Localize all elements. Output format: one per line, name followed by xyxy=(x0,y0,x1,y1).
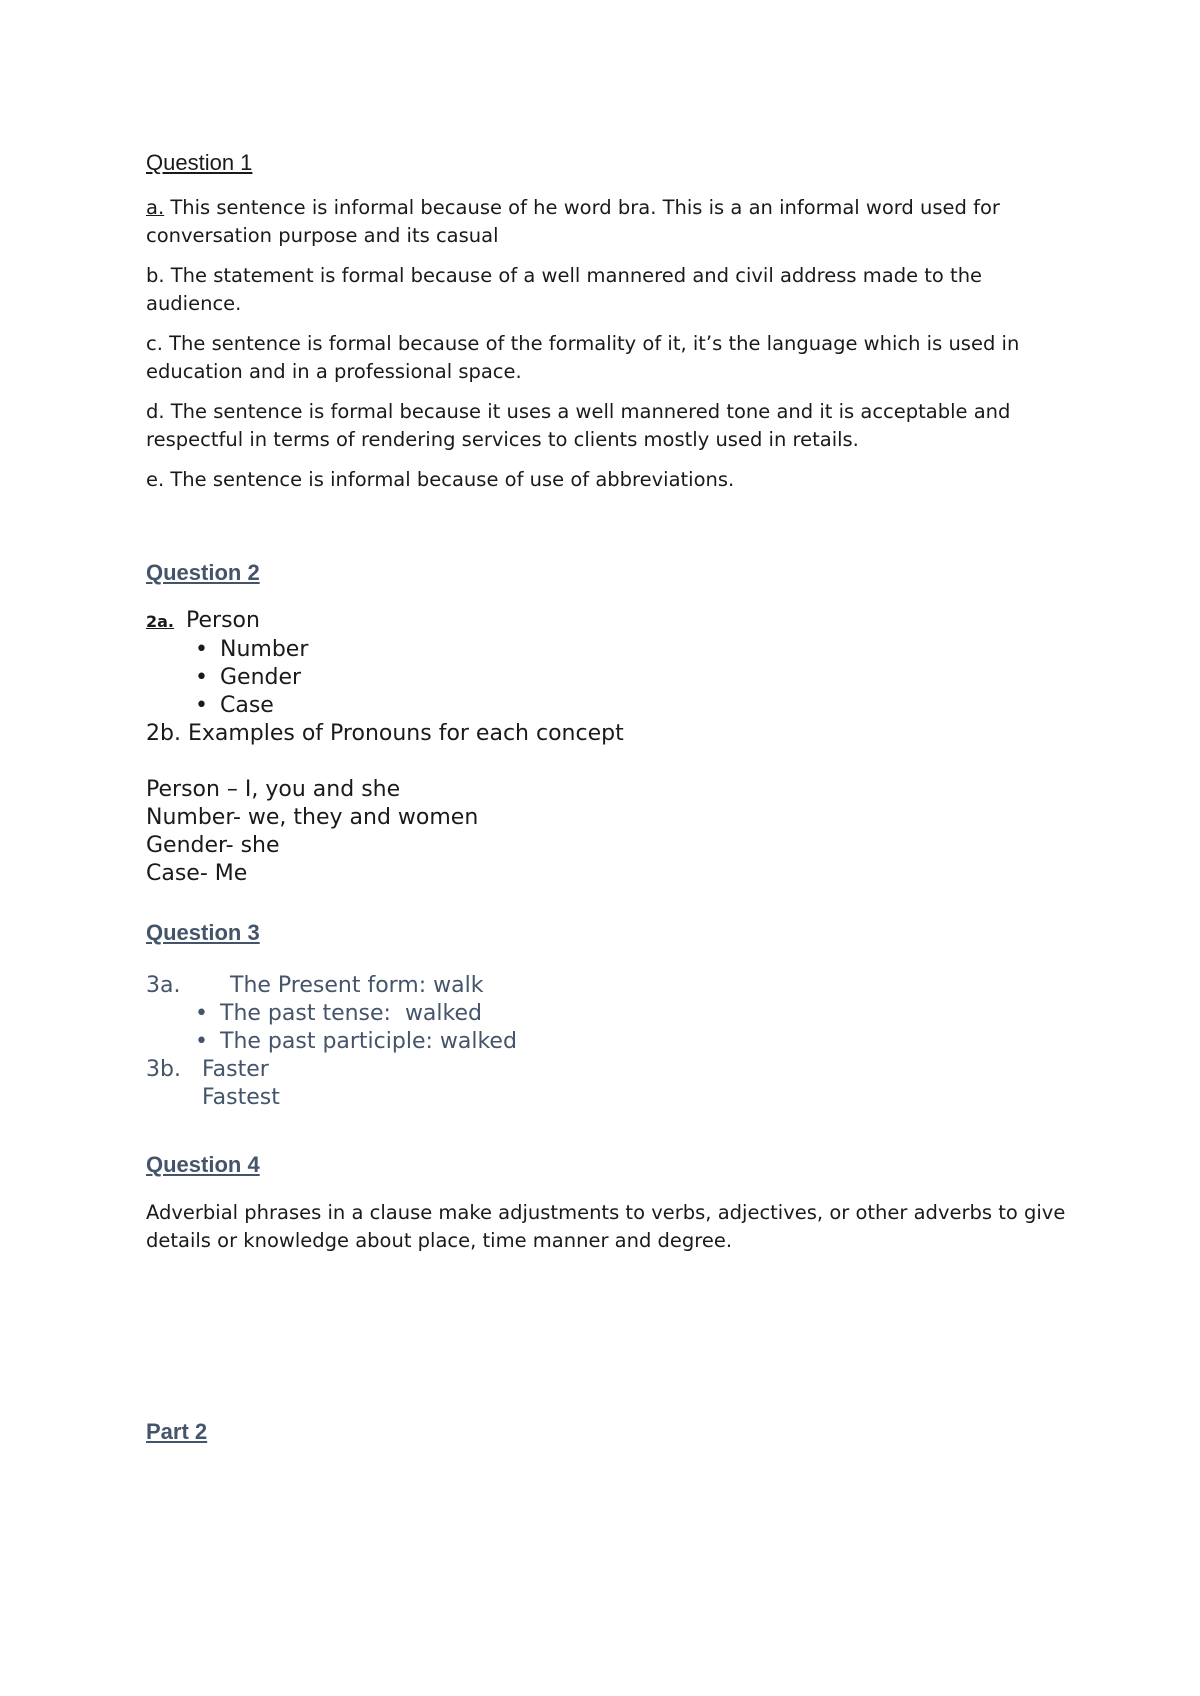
answer-2a-label: 2a. xyxy=(146,611,175,631)
bullet-icon: • xyxy=(195,1001,208,1027)
document-page xyxy=(146,150,1066,1445)
example-line: Case- Me xyxy=(146,860,248,886)
answer-1a-text: This sentence is informal because of he word bra. This is a an informal word used for conversation purpose and its casual xyxy=(146,196,1000,248)
answer-3b-item: Faster xyxy=(202,1057,269,1083)
example-line: Gender- she xyxy=(146,832,280,858)
bullet-text: Gender xyxy=(220,664,302,690)
list-item xyxy=(146,1000,1066,1028)
question-4-heading: Question 4 xyxy=(146,1152,260,1178)
bullet-text: Number xyxy=(220,636,309,662)
bullet-icon: • xyxy=(195,1029,208,1055)
list-item xyxy=(146,664,1066,692)
answer-1a xyxy=(146,194,1066,250)
answer-2a-first-row xyxy=(146,607,1066,636)
bullet-icon: • xyxy=(195,692,208,718)
example-line: Number- we, they and women xyxy=(146,804,479,830)
answer-2a xyxy=(146,607,1066,720)
part-2-heading: Part 2 xyxy=(146,1418,208,1444)
question-2-heading: Question 2 xyxy=(146,560,260,586)
answer-1c: c. The sentence is formal because of the formality of it, it’s the language which is used in education and in a professional space. xyxy=(146,332,1020,384)
bullet-icon: • xyxy=(195,636,208,662)
answer-2b-examples xyxy=(146,776,1066,888)
question-3-heading: Question 3 xyxy=(146,919,260,945)
answer-3a-first-row xyxy=(146,972,1066,1000)
list-item xyxy=(146,1028,1066,1056)
answer-3a-first: The Present form: walk xyxy=(230,973,484,999)
bullet-icon: • xyxy=(195,664,208,690)
answer-3a-label: 3a. xyxy=(146,973,181,999)
list-item xyxy=(146,636,1066,664)
answer-1a-label: a. xyxy=(146,196,165,220)
answer-2a-first: Person xyxy=(186,607,260,633)
answer-3b-label: 3b. xyxy=(146,1057,181,1083)
answer-3b-item: Fastest xyxy=(202,1085,280,1111)
bullet-text: The past tense: walked xyxy=(220,1001,482,1027)
answer-2b-title: 2b. Examples of Pronouns for each concept xyxy=(146,720,624,746)
answer-3a xyxy=(146,972,1066,1112)
answer-4: Adverbial phrases in a clause make adjustments to verbs, adjectives, or other adverbs to give details or knowledge about place, time manner and degree. xyxy=(146,1200,1066,1252)
answer-1b: b. The statement is formal because of a well mannered and civil address made to the audience. xyxy=(146,264,983,316)
bullet-text: The past participle: walked xyxy=(220,1029,517,1055)
question-1-heading: Question 1 xyxy=(146,150,253,175)
answer-3b-row xyxy=(146,1056,1066,1084)
answer-1e: e. The sentence is informal because of use of abbreviations. xyxy=(146,468,735,492)
answer-1d: d. The sentence is formal because it uses a well mannered tone and it is acceptable and respectful in terms of rendering services to clients mostly used in retails. xyxy=(146,400,1011,452)
bullet-text: Case xyxy=(220,692,274,718)
example-line: Person – I, you and she xyxy=(146,776,401,802)
list-item xyxy=(146,692,1066,720)
